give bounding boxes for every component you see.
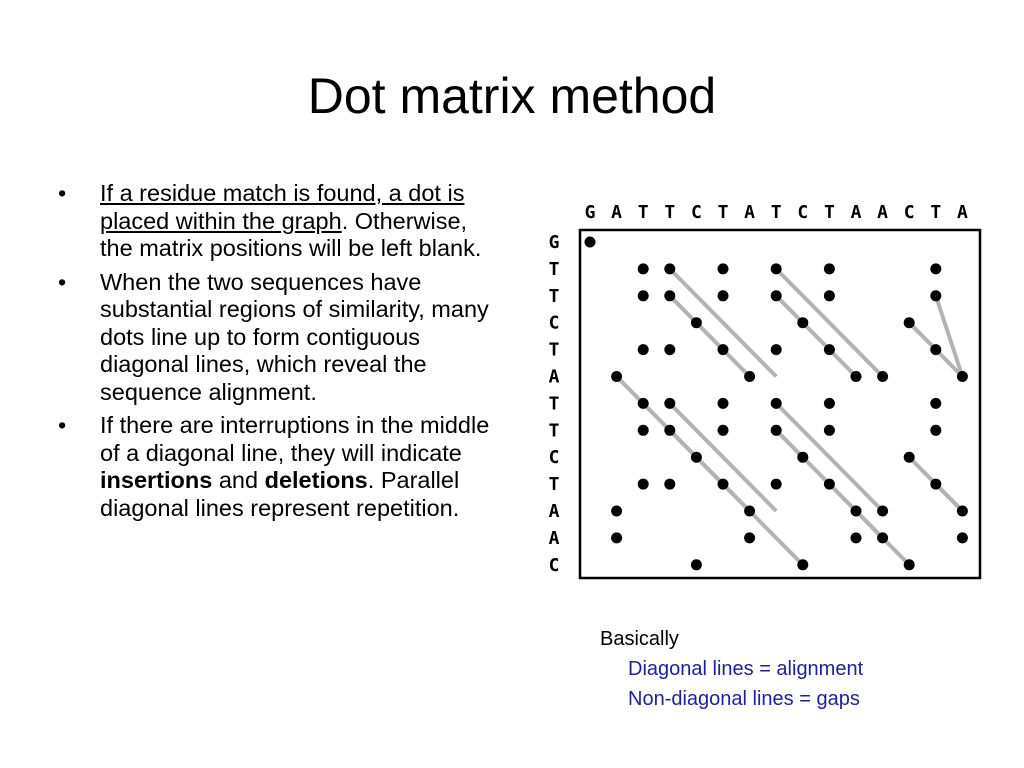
match-dots (585, 237, 968, 571)
match-dot (638, 479, 649, 490)
match-dot (930, 290, 941, 301)
match-dot (691, 559, 702, 570)
match-dot (930, 425, 941, 436)
match-dot (718, 290, 729, 301)
bullet-marker: • (58, 180, 67, 206)
side-sequence-letter: A (548, 366, 560, 388)
top-sequence-letter: A (850, 202, 862, 223)
top-sequence-letter: T (637, 202, 649, 223)
match-dot (585, 237, 596, 248)
match-dot (771, 290, 782, 301)
dot-matrix-diagram (538, 198, 988, 590)
bullet-marker: • (58, 412, 67, 438)
match-dot (664, 479, 675, 490)
bullet-list (58, 180, 503, 528)
match-dot (771, 479, 782, 490)
match-dot (824, 344, 835, 355)
match-dot (611, 532, 622, 543)
match-dot (718, 425, 729, 436)
match-dot (611, 506, 622, 517)
top-sequence-letter: T (930, 202, 942, 223)
summary-box (600, 624, 863, 714)
side-sequence-letter: T (548, 420, 560, 442)
side-sequence-letter: C (548, 554, 560, 576)
match-dot (718, 263, 729, 274)
match-dot (904, 317, 915, 328)
side-sequence-letter: G (548, 232, 560, 253)
diagonal-line (670, 269, 776, 377)
bullet-item (58, 269, 503, 407)
side-sequence-letter: T (548, 285, 560, 307)
match-dot (824, 398, 835, 409)
match-dot (771, 398, 782, 409)
top-sequence-letter: A (956, 202, 968, 223)
top-sequence-letter: T (770, 202, 782, 223)
bullet-text: . Otherwise, the matrix positions will be left blank. (100, 207, 482, 261)
match-dot (930, 344, 941, 355)
side-sequence-letter: A (548, 501, 560, 522)
top-sequence-letter: C (903, 202, 915, 223)
match-dot (957, 506, 968, 517)
top-sequence-letter: T (823, 202, 835, 223)
match-dot (824, 479, 835, 490)
match-dot (771, 425, 782, 436)
top-sequence-letter: A (877, 202, 889, 223)
match-dot (718, 398, 729, 409)
top-sequence-letter: G (584, 202, 596, 223)
top-sequence-labels (585, 202, 968, 223)
bullet-item (58, 180, 503, 263)
match-dot (797, 317, 808, 328)
diagonal-line (670, 403, 776, 511)
match-dot (957, 532, 968, 543)
summary-line-gaps: Non-diagonal lines = gaps (628, 688, 860, 710)
side-sequence-letter: T (548, 393, 560, 415)
top-sequence-letter: T (664, 202, 676, 223)
summary-intro: Basically (600, 628, 679, 650)
match-dot (638, 425, 649, 436)
bullet-text: . Parallel diagonal lines represent repetition. (100, 467, 460, 521)
match-dot (824, 425, 835, 436)
bold-term-deletions: deletions (264, 467, 368, 493)
bullet-marker: • (58, 268, 67, 295)
top-sequence-letter: A (611, 202, 623, 223)
match-dot (771, 344, 782, 355)
side-sequence-letter: C (548, 312, 560, 334)
match-dot (638, 344, 649, 355)
bullet-text: If there are interruptions in the middle of a diagonal line, they will indicate (100, 412, 490, 466)
side-sequence-letter: C (548, 447, 560, 469)
match-dot (877, 506, 888, 517)
bullet-underlined-text: If a residue match is found, a dot is placed within the graph (100, 180, 465, 234)
top-sequence-letter: A (744, 202, 756, 223)
diagonal-line (776, 269, 882, 377)
match-dot (744, 532, 755, 543)
bold-term-insertions: insertions (100, 467, 213, 493)
match-dot (851, 371, 862, 382)
match-dot (930, 479, 941, 490)
match-dot (664, 290, 675, 301)
match-dot (638, 290, 649, 301)
match-dot (664, 344, 675, 355)
match-dot (664, 398, 675, 409)
side-sequence-letter: T (548, 339, 560, 361)
diagonal-lines (617, 269, 963, 565)
match-dot (797, 452, 808, 463)
match-dot (718, 479, 729, 490)
top-sequence-letter: T (717, 202, 729, 223)
match-dot (638, 263, 649, 274)
match-dot (664, 425, 675, 436)
bullet-item (58, 412, 503, 522)
match-dot (877, 532, 888, 543)
match-dot (930, 263, 941, 274)
match-dot (744, 371, 755, 382)
match-dot (797, 559, 808, 570)
match-dot (904, 452, 915, 463)
top-sequence-letter: C (690, 202, 702, 223)
match-dot (957, 371, 968, 382)
bullet-text: and (212, 467, 265, 493)
match-dot (877, 371, 888, 382)
match-dot (611, 371, 622, 382)
match-dot (851, 532, 862, 543)
side-sequence-letter: T (548, 258, 560, 280)
match-dot (718, 344, 729, 355)
match-dot (691, 317, 702, 328)
diagonal-line (776, 403, 882, 511)
match-dot (904, 559, 915, 570)
match-dot (824, 263, 835, 274)
match-dot (691, 452, 702, 463)
summary-line-alignment: Diagonal lines = alignment (628, 658, 864, 680)
match-dot (930, 398, 941, 409)
match-dot (744, 506, 755, 517)
match-dot (771, 263, 782, 274)
match-dot (824, 290, 835, 301)
side-sequence-labels (549, 232, 560, 576)
match-dot (638, 398, 649, 409)
match-dot (851, 506, 862, 517)
side-sequence-letter: A (548, 527, 560, 549)
side-sequence-letter: T (548, 474, 560, 496)
match-dot (664, 263, 675, 274)
slide-title: Dot matrix method (307, 68, 717, 124)
top-sequence-letter: C (797, 202, 809, 223)
bullet-text: When the two sequences have substantial regions of similarity, many dots line up to form contiguous diagonal lines, which reveal the sequence alignment. (100, 268, 489, 405)
diagonal-line (936, 484, 963, 511)
